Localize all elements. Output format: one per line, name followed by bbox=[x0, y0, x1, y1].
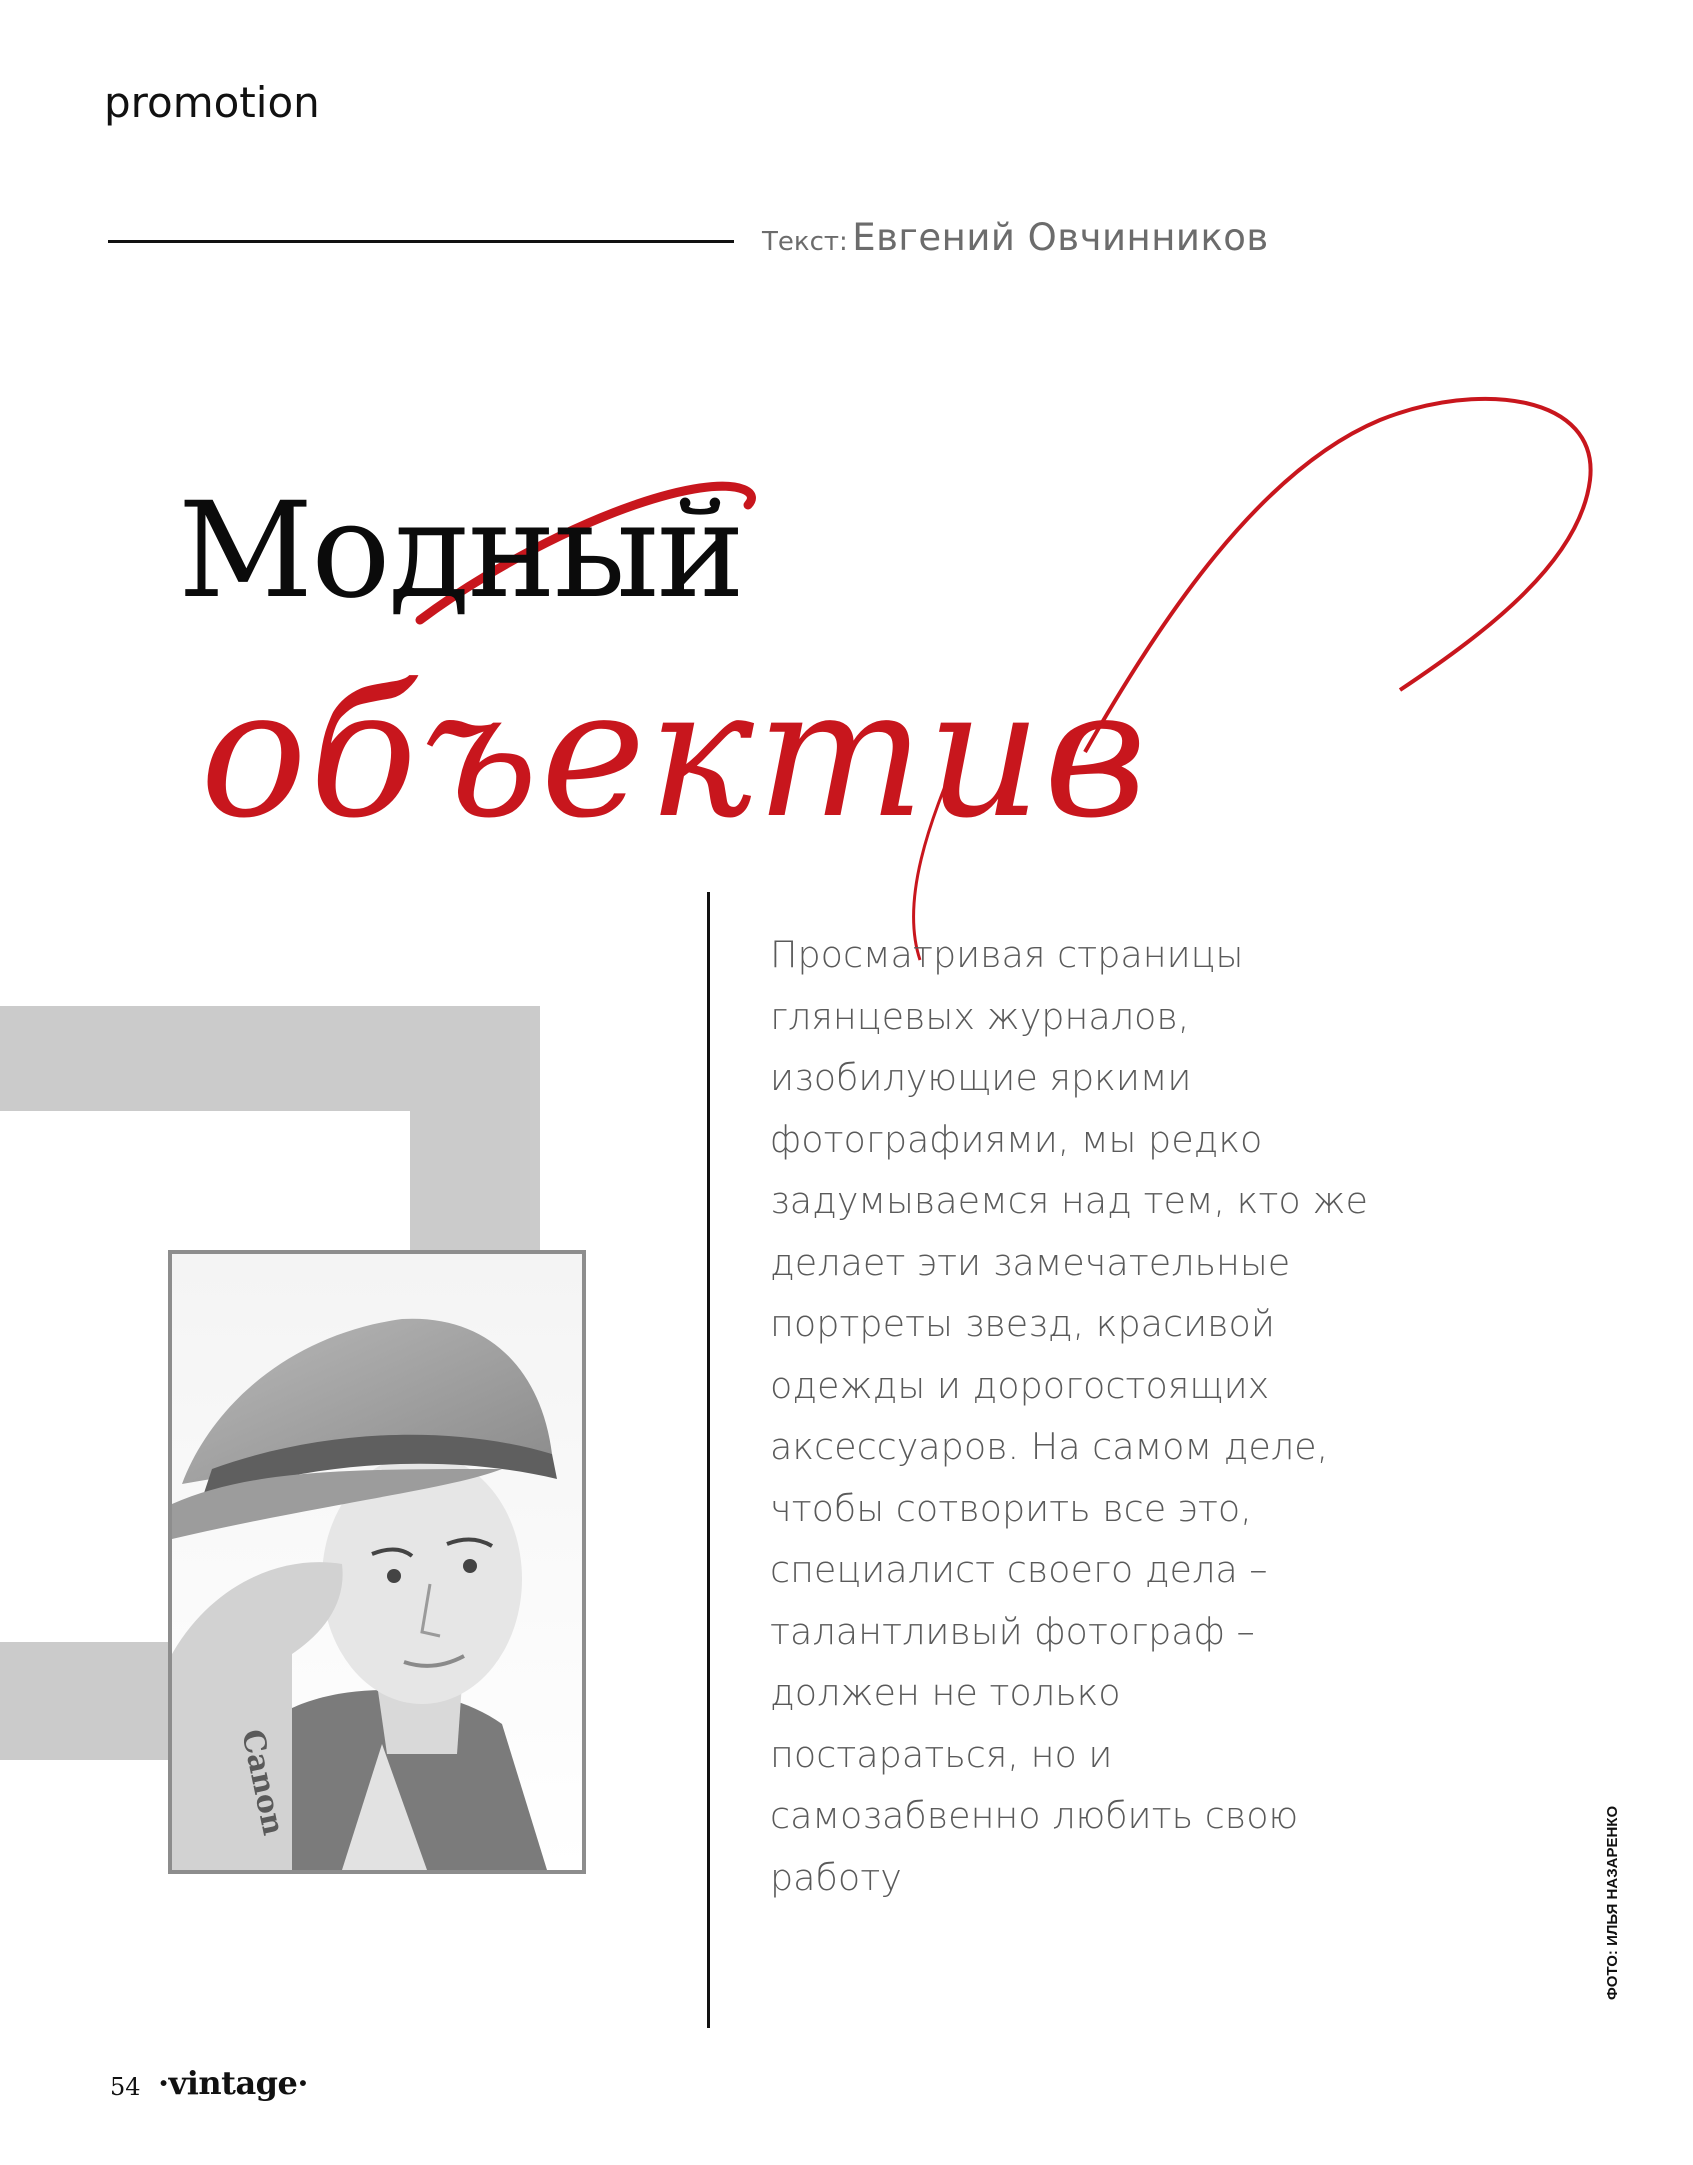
decor-bar-bottom bbox=[0, 1642, 168, 1760]
portrait-photo bbox=[168, 1250, 586, 1874]
arm-tattoo-text: Canon bbox=[234, 1726, 291, 1839]
title-line-2: объектив bbox=[200, 650, 1150, 857]
magazine-logo: ·vintage· bbox=[158, 2064, 309, 2102]
page-number: 54 bbox=[110, 2073, 141, 2101]
byline bbox=[762, 216, 1269, 259]
photo-credit: ФОТО: ИЛЬЯ НАЗАРЕНКО bbox=[1604, 1805, 1621, 2000]
byline-rule bbox=[108, 240, 734, 243]
column-rule bbox=[707, 892, 710, 2028]
section-label: promotion bbox=[104, 78, 320, 127]
decor-bar-right bbox=[410, 1006, 540, 1250]
byline-label: Текст: bbox=[762, 227, 848, 257]
title-line-1: Модный bbox=[178, 474, 743, 628]
byline-author: Евгений Овчинников bbox=[852, 216, 1269, 259]
article-lead: Просматривая страницы глянцевых журналов, изобилующие яркими фотографиями, мы редко задумываемся над тем, кто же делает эти замечательные портреты звезд, красивой одежды и дорогостоящих аксессуаров. На самом деле, чтобы сотворить все это, специалист своего дела – талантливый фотограф – должен не только постараться, но и самозабвенно любить свою работу bbox=[770, 933, 1368, 1899]
